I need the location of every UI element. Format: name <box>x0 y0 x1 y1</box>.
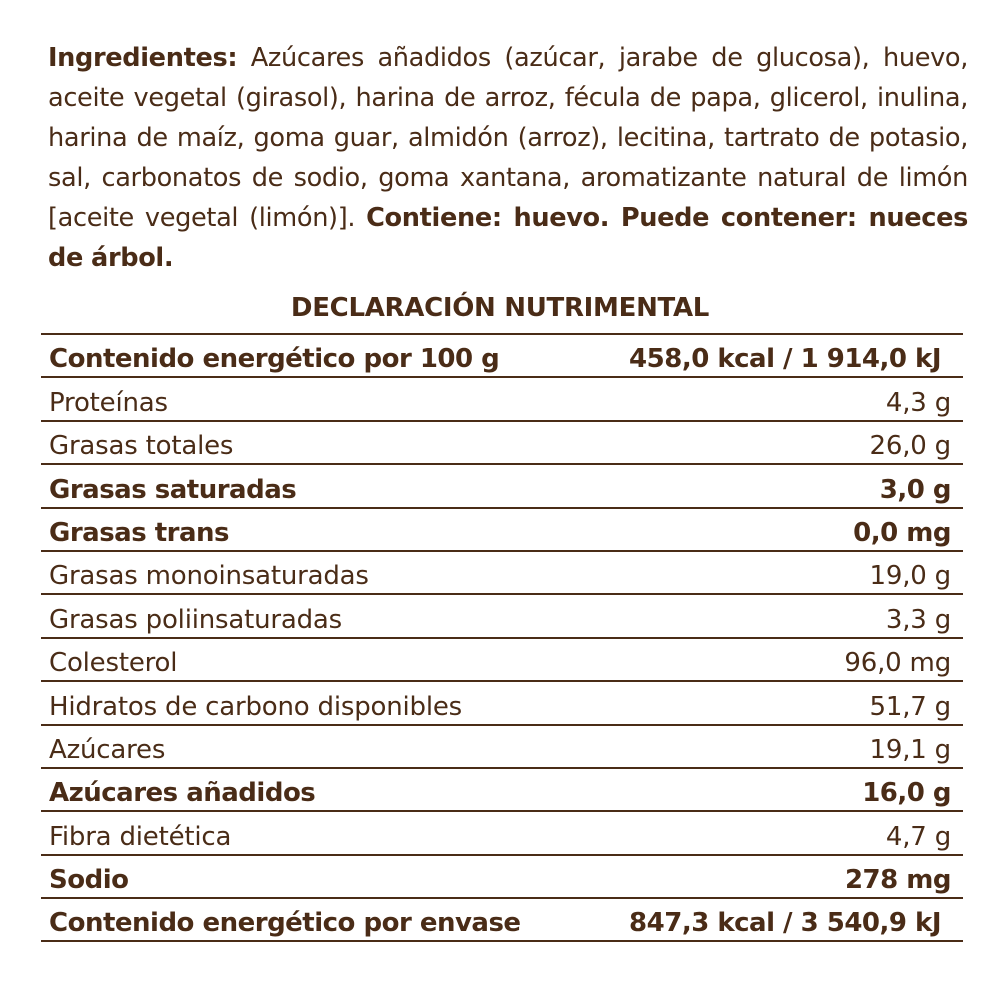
table-row-added-sugars <box>41 769 963 812</box>
table-row-proteins <box>41 378 963 421</box>
row-label: Colesterol <box>49 648 178 679</box>
row-value: 16,0 g <box>862 778 951 809</box>
row-value: 96,0 mg <box>844 648 951 679</box>
row-value: 26,0 g <box>869 431 951 462</box>
row-label: Grasas monoinsaturadas <box>49 561 369 592</box>
row-label: Azúcares añadidos <box>49 778 316 809</box>
table-row-monounsaturated-fat <box>41 552 963 595</box>
row-value: 19,0 g <box>869 561 951 592</box>
ingredients-heading: Ingredientes: <box>48 43 238 73</box>
row-label: Hidratos de carbono disponibles <box>49 691 463 722</box>
row-label: Sodio <box>49 865 129 896</box>
table-row-sugars <box>41 726 963 769</box>
row-value: 4,7 g <box>885 821 951 852</box>
row-value: 3,0 g <box>879 474 951 505</box>
row-value: 278 mg <box>844 865 951 896</box>
row-label: Grasas trans <box>49 517 230 548</box>
row-value: 4,3 g <box>885 387 951 418</box>
table-row-carbohydrates <box>41 682 963 725</box>
table-row-trans-fat <box>41 509 963 552</box>
row-label: Grasas totales <box>49 431 234 462</box>
row-label: Contenido energético por envase <box>49 908 521 939</box>
row-value: 847,3 kcal / 3 540,9 kJ <box>629 908 941 939</box>
nutrition-table <box>41 333 963 942</box>
nutrition-table-title: DECLARACIÓN NUTRIMENTAL <box>290 293 710 323</box>
table-row-energy-per-100g <box>41 335 963 378</box>
ingredients-paragraph <box>48 38 968 278</box>
row-value: 3,3 g <box>885 604 951 635</box>
table-row-dietary-fiber <box>41 812 963 855</box>
table-row-saturated-fat <box>41 465 963 508</box>
row-value: 458,0 kcal / 1 914,0 kJ <box>629 344 941 375</box>
row-label: Fibra dietética <box>49 821 232 852</box>
row-value: 0,0 mg <box>853 517 951 548</box>
ingredients-list: Azúcares añadidos (azúcar, jarabe de glucosa), huevo, aceite vegetal (girasol), harina de arroz, fécula de papa, glicerol, inulina, harina de maíz, goma guar, almidón (arroz), lecitina, tartrato de potasio, sal, carbonatos de sodio, goma xantana, aromatizante natural de limón [aceite vegetal (limón)]. <box>48 43 968 233</box>
table-row-total-fat <box>41 422 963 465</box>
table-row-energy-per-package <box>41 899 963 942</box>
row-label: Azúcares <box>49 734 166 765</box>
allergen-statement: Contiene: huevo. Puede contener: nueces de árbol. <box>48 203 968 273</box>
table-row-sodium <box>41 856 963 899</box>
row-value: 19,1 g <box>869 734 951 765</box>
row-value: 51,7 g <box>869 691 951 722</box>
table-row-polyunsaturated-fat <box>41 595 963 638</box>
row-label: Proteínas <box>49 387 168 418</box>
row-label: Grasas saturadas <box>49 474 297 505</box>
table-row-cholesterol <box>41 639 963 682</box>
row-label: Grasas poliinsaturadas <box>49 604 342 635</box>
row-label: Contenido energético por 100 g <box>49 344 500 375</box>
